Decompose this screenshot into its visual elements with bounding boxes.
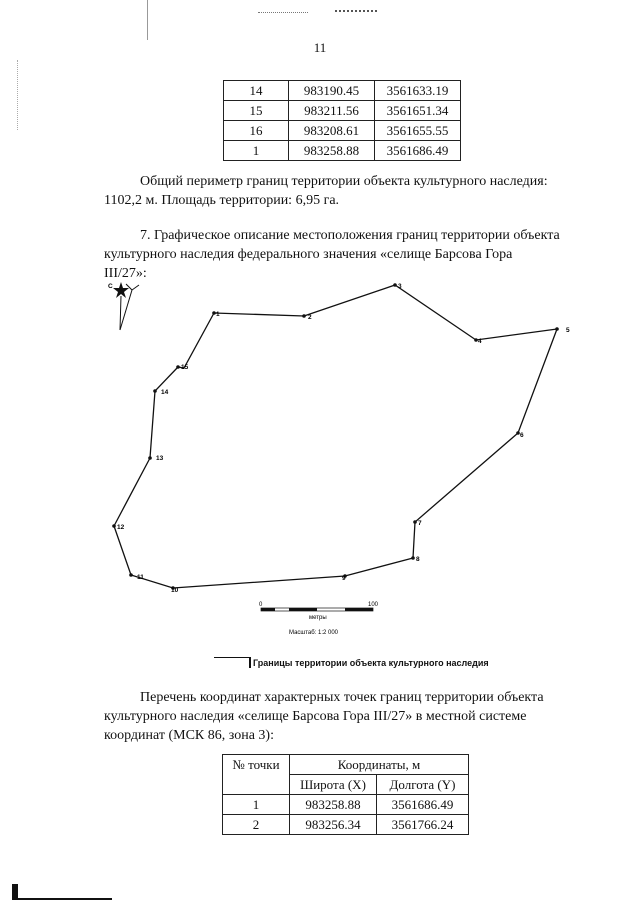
table-header-row: № точки Координаты, м: [223, 755, 469, 775]
legend-line-sample: [214, 657, 249, 658]
svg-text:метры: метры: [309, 615, 327, 621]
point-label-4: 4: [478, 338, 482, 345]
perimeter-paragraph: Общий периметр границ территории объекта культурного наследия: 1102,2 м. Площадь территории: 6,95 га.: [104, 174, 548, 208]
point-label-8: 8: [416, 556, 420, 563]
point-label-7: 7: [418, 520, 422, 527]
page-number: 11: [313, 40, 327, 55]
point-label-9: 9: [342, 575, 346, 582]
table-row: 1 983258.88 3561686.49: [224, 141, 461, 161]
point-label-1-vertex: 1: [216, 311, 220, 318]
boundary-vertices: [112, 283, 559, 590]
point-label-12: 12: [117, 524, 125, 531]
section-7-paragraph: 7. Графическое описание местоположения границ территории объекта культурного наследия федерального значения «селище Барсова Гора III/27»:: [104, 228, 560, 281]
bottom-coordinates-table: [222, 754, 469, 835]
legend-tick: [249, 657, 251, 668]
table-subheader-row: Широта (X) Долгота (Y): [223, 775, 469, 795]
scan-edge-line: [12, 898, 112, 900]
point-label-1: 3: [398, 283, 402, 290]
point-label-5: 5: [566, 327, 570, 334]
svg-text:0: 0: [259, 602, 263, 608]
point-label-10: 10: [171, 587, 179, 594]
svg-text:Масштаб: 1:2 000: Масштаб: 1:2 000: [289, 630, 339, 636]
north-arrow-icon: [108, 282, 139, 330]
point-label-6: 6: [520, 432, 524, 439]
scale-bar: [259, 602, 379, 636]
svg-text:С: С: [108, 283, 113, 290]
table-row: 1 983258.88 3561686.49: [223, 795, 469, 815]
legend-label: Границы территории объекта культурного наследия: [253, 658, 489, 668]
point-label-11: 11: [137, 574, 144, 581]
table-row: 14 983190.45 3561633.19: [224, 81, 461, 101]
svg-text:100: 100: [368, 602, 379, 608]
point-label-14: 14: [161, 389, 169, 396]
point-label-13: 13: [156, 455, 164, 462]
table-row: 16 983208.61 3561655.55: [224, 121, 461, 141]
territory-boundary: [114, 285, 557, 588]
table-row: 15 983211.56 3561651.34: [224, 101, 461, 121]
coordinates-list-paragraph: Перечень координат характерных точек границ территории объекта культурного наследия «селище Барсова Гора III/27» в местной системе координат (МСК 86, зона 3):: [104, 690, 544, 743]
table-row: 2 983256.34 3561766.24: [223, 815, 469, 835]
point-label-2: 2: [308, 314, 312, 321]
point-label-15: 15: [181, 364, 189, 371]
